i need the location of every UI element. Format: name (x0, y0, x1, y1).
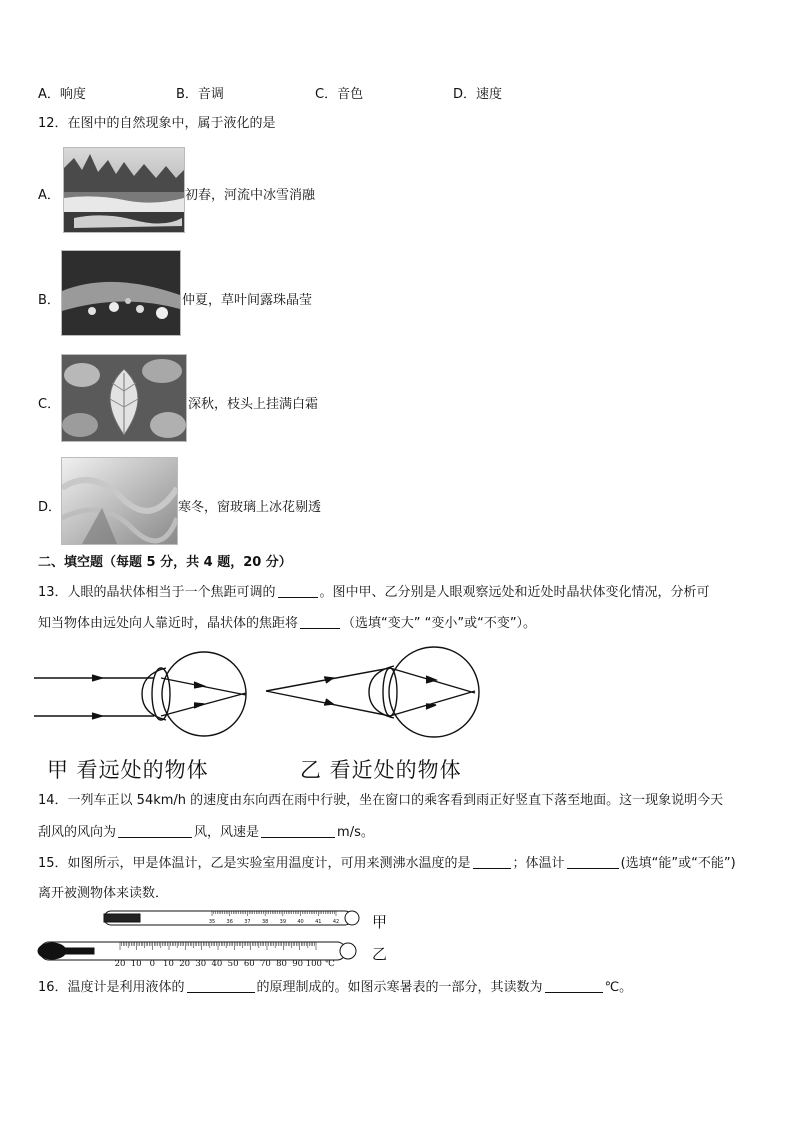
q12-option-c-letter: C． (38, 397, 61, 412)
yi-scale-label: 100 (305, 959, 322, 969)
q11-option-c: C．音色 (315, 87, 364, 102)
yi-scale-label: 60 (243, 959, 255, 969)
yi-scale-label: 10 (163, 959, 174, 969)
q15-text-1c: (选填“能”或“不能”) (620, 856, 736, 871)
q15-text-1b: ；体温计 (512, 856, 565, 871)
eye-far (34, 652, 246, 736)
q16-text-a: 16．温度计是利用液体的 (38, 980, 185, 995)
q15-line-2: 离开被测物体来读数． (38, 886, 169, 901)
q14-text-2b: 风，风速是 (194, 825, 260, 840)
q14-blank-1[interactable] (118, 825, 192, 838)
q11-option-a: A．响度 (38, 87, 86, 102)
q14-text-2a: 刮风的风向为 (38, 825, 117, 840)
thermometer-figure (36, 905, 366, 971)
q16-text-c: ℃。 (604, 980, 633, 995)
q15-blank-1[interactable] (473, 856, 511, 869)
eye-far-label: 甲 看远处的物体 (47, 758, 209, 782)
lab-thermometer (38, 942, 356, 969)
yi-scale-label: 40 (211, 959, 223, 969)
yi-scale-label: 20 (179, 959, 191, 969)
q13-blank-1[interactable] (278, 585, 318, 598)
yi-scale-label: 90 (292, 959, 304, 969)
q14-line-1: 14．一列车正以 54km/h 的速度由东向西在雨中行驶，坐在窗口的乘客看到雨正好竖直下落至地面。这一现象说明今天 (38, 793, 724, 808)
eye-near-label: 乙 看近处的物体 (300, 758, 462, 782)
jia-scale-label: 41 (315, 919, 322, 925)
ice-flowers-on-window-photo (61, 457, 178, 545)
thermometer-jia-label: 甲 (372, 913, 388, 931)
frost-on-leaves-photo (61, 354, 187, 442)
q16-blank-1[interactable] (187, 980, 255, 993)
q12-option-b-caption: 仲夏，草叶间露珠晶莹 (182, 293, 313, 308)
q12-option-c-caption: 深秋，枝头上挂满白霜 (188, 397, 319, 412)
jia-scale-label: 40 (297, 919, 304, 925)
yi-scale-label: 30 (195, 959, 207, 969)
yi-scale-label: 50 (227, 959, 239, 969)
jia-scale-label: 42 (332, 919, 340, 925)
section-2-title: 二、填空题（每题 5 分，共 4 题，20 分） (38, 555, 292, 570)
q15-text-1a: 15．如图所示，甲是体温计，乙是实验室用温度计，可用来测沸水温度的是 (38, 856, 471, 871)
clinical-thermometer (104, 911, 359, 925)
q12-option-a-letter: A． (38, 188, 60, 203)
yi-scale-label: 0 (149, 959, 156, 969)
q12-stem: 12．在图中的自然现象中，属于液化的是 (38, 116, 276, 131)
q13-blank-2[interactable] (300, 616, 340, 629)
q12-option-b-letter: B． (38, 293, 60, 308)
q14-text-2c: m/s。 (337, 825, 374, 840)
yi-scale-label: ℃ (325, 959, 335, 969)
q13-line-2 (38, 616, 536, 631)
q13-text-2a: 知当物体由远处向人靠近时，晶状体的焦距将 (38, 616, 299, 631)
thermometer-yi-label: 乙 (372, 945, 388, 963)
q14-blank-2[interactable] (261, 825, 335, 838)
q13-text-1b: 。图中甲、乙分别是人眼观察远处和近处时晶状体变化情况，分析可 (319, 585, 710, 600)
q12-option-a-caption: 初春，河流中冰雪消融 (185, 188, 316, 203)
q13-text-1a: 13．人眼的晶状体相当于一个焦距可调的 (38, 585, 276, 600)
jia-scale-label: 35 (208, 919, 216, 925)
q13-line-1 (38, 585, 710, 600)
q14-line-2 (38, 825, 374, 840)
eye-near (266, 647, 479, 737)
yi-scale-label: 10 (130, 959, 142, 969)
yi-scale-label: 70 (259, 959, 271, 969)
q15-line-1 (38, 856, 736, 871)
jia-scale-label: 36 (226, 919, 233, 925)
yi-scale-label: 20 (114, 959, 126, 969)
q16-line (38, 980, 632, 995)
jia-scale-label: 38 (261, 919, 269, 925)
jia-scale-label: 39 (279, 919, 287, 925)
q11-option-b: B．音调 (176, 87, 224, 102)
q16-text-b: 的原理制成的。如图示寒暑表的一部分，其读数为 (256, 980, 543, 995)
q13-text-2b: （选填“变大” “变小”或“不变”）。 (342, 616, 537, 631)
q11-option-d: D．速度 (453, 87, 503, 102)
dew-on-grass-photo (61, 250, 181, 336)
jia-scale-label: 37 (244, 919, 251, 925)
q16-blank-2[interactable] (545, 980, 603, 993)
q12-option-d-letter: D． (38, 500, 62, 515)
yi-scale-label: 80 (276, 959, 287, 969)
q15-blank-2[interactable] (567, 856, 619, 869)
river-ice-melting-photo (63, 147, 185, 233)
eye-diagram (34, 638, 484, 750)
q12-option-d-caption: 寒冬，窗玻璃上冰花剔透 (178, 500, 322, 515)
